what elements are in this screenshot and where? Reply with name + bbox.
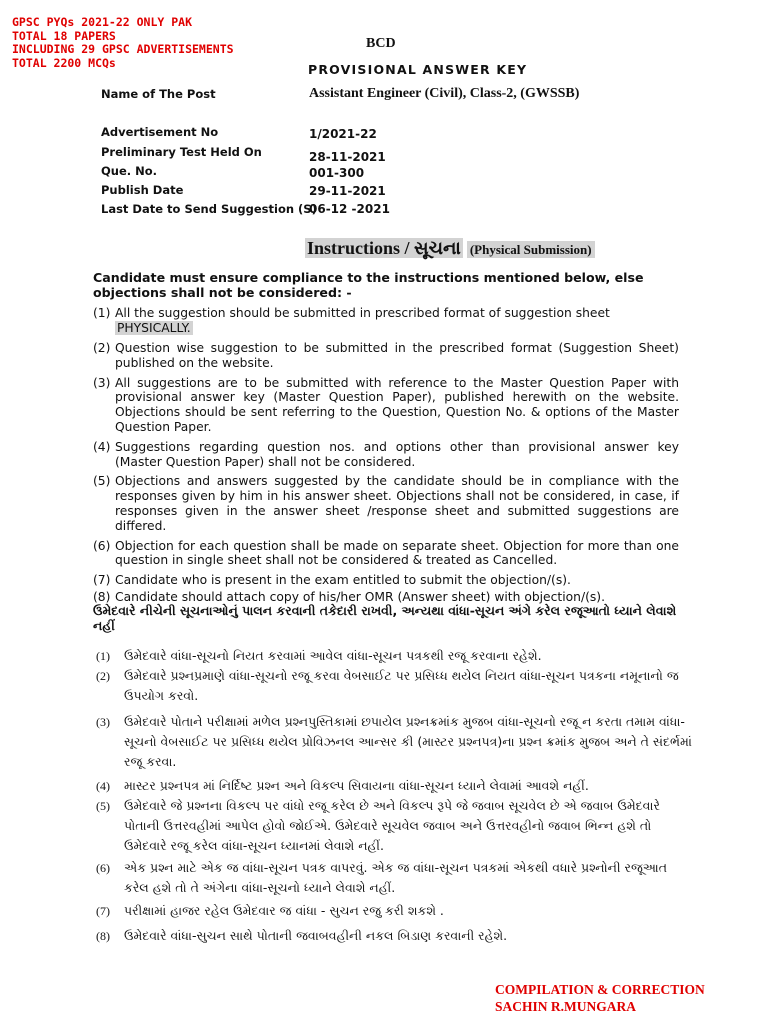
compilation-credit: [495, 981, 705, 1015]
instruction-item: [93, 573, 679, 588]
promo-line: TOTAL 2200 MCQs: [12, 55, 116, 70]
instruction-text: Objections and answers suggested by the candidate should be in compliance with the responses given by him in his answer sheet. Objections shall not be considered, in case, if responses given in the answer sheet /response sheet and submitted suggestions are differed.: [115, 474, 679, 533]
credit-line: SACHIN R.MUNGARA: [495, 999, 636, 1014]
physically-highlight: PHYSICALLY.: [117, 320, 191, 335]
post-label: Name of The Post: [101, 87, 216, 101]
instruction-text: All suggestions are to be submitted with reference to the Master Question Paper with provisional answer key (Master Question Paper), published herewith on the website. Objections should be sent referring to the Question, Question No. & options of the Master Question Paper.: [115, 375, 679, 434]
gujarati-item-number: (5): [96, 799, 110, 813]
promo-overlay: [12, 16, 234, 70]
instruction-item: [93, 474, 679, 533]
instruction-number: (5): [93, 474, 111, 489]
last-date-label: Last Date to Send Suggestion (S): [101, 202, 317, 216]
publish-date-label: Publish Date: [101, 183, 184, 197]
instructions-heading: [305, 238, 595, 259]
instruction-item: [93, 341, 679, 371]
instructions-lead: Candidate must ensure compliance to the instructions mentioned below, else objections shall not be considered: -: [93, 270, 644, 300]
gujarati-item-number: (1): [96, 649, 110, 663]
gujarati-item-text: ઉમેદવારે પોતાને પરીક્ષામાં મળેલ પ્રશ્નપુસ્તિકામાં છપાયેલ પ્રશ્નક્રમાંક મુજબ વાંધા-સૂચનો રજૂ ન કરતા તમામ વાંધા-સૂચનો વેબસાઈટ પર પ્રસિધ્ધ થયેલ પ્રોવિઝનલ આન્સર કી (માસ્ટર પ્રશ્નપત્ર)ના પ્રશ્ન ક્રમાંક મુજબ અને તે સંદર્ભમાં રજૂ કરવા.: [124, 714, 692, 769]
gujarati-item: [96, 666, 692, 706]
advertisement-no-value: 1/2021-22: [309, 127, 377, 141]
post-value: Assistant Engineer (Civil), Class-2, (GWSSB): [309, 86, 580, 101]
gujarati-item-text: પરીક્ષામાં હાજર રહેલ ઉમેદવાર જ વાંધા - સુચન રજુ કરી શકશે .: [124, 903, 444, 918]
gujarati-item-text: ઉમેદવારે જે પ્રશ્નના વિકલ્પ પર વાંધો રજૂ કરેલ છે અને વિકલ્પ રૂપે જે જવાબ સૂચવેલ છે એ જવાબ ઉમેદવારે પોતાની ઉત્તરવહીમાં આપેલ હોવો જોઈએ. ઉમેદવારે સૂચવેલ જવાબ અને ઉત્તરવહીનો જવાબ ભિન્ન હશે તો ઉમેદવારે રજૂ કરેલ વાંધા-સૂચન ધ્યાનમાં લેવાશે નહીં.: [124, 798, 660, 853]
instruction-text: Candidate should attach copy of his/her OMR (Answer sheet) with objection/(s).: [115, 589, 605, 604]
instruction-item: [93, 539, 679, 569]
instruction-number: (6): [93, 538, 111, 553]
instruction-text-main: All the suggestion should be submitted in prescribed format of suggestion sheet: [115, 306, 610, 320]
gujarati-item: [96, 712, 692, 772]
instruction-text: Candidate who is present in the exam entitled to submit the objection/(s).: [115, 573, 571, 588]
gujarati-item-number: (3): [96, 715, 110, 729]
instruction-number: (4): [93, 439, 111, 454]
question-no-value: 001-300: [309, 166, 365, 180]
page-title: PROVISIONAL ANSWER KEY: [308, 62, 528, 77]
instructions-subtitle: (Physical Submission): [467, 241, 595, 258]
instruction-number: (1): [93, 306, 111, 320]
gujarati-item: [96, 646, 692, 666]
instructions-title: Instructions / સૂચના: [307, 238, 461, 258]
instruction-number: (7): [93, 573, 111, 588]
instruction-item: [93, 440, 679, 470]
instruction-item: [93, 306, 679, 336]
english-instructions-rest: [93, 341, 679, 605]
publish-date-value: 29-11-2021: [309, 184, 386, 198]
promo-line: TOTAL 18 PAPERS: [12, 28, 116, 43]
gujarati-item-number: (7): [96, 904, 110, 918]
test-date-value: 28-11-2021: [309, 150, 386, 164]
gujarati-item-text: એક પ્રશ્ન માટે એક જ વાંધા-સૂચન પત્રક વાપરવું. એક જ વાંધા-સૂચન પત્રકમાં એકથી વધારે પ્રશ્નોની રજૂઆત કરેલ હશે તો તે અંગેના વાંધા-સૂચનો ધ્યાને લેવાશે નહીં.: [124, 860, 667, 895]
gujarati-item-number: (2): [96, 669, 110, 683]
english-instructions: [93, 306, 679, 336]
credit-line: COMPILATION & CORRECTION: [495, 982, 705, 997]
gujarati-item-number: (8): [96, 929, 110, 943]
gujarati-item-number: (4): [96, 779, 110, 793]
instruction-text: Question wise suggestion to be submitted in the prescribed format (Suggestion Sheet) published on the website.: [115, 341, 679, 370]
gujarati-item: [96, 776, 692, 796]
gujarati-item: [96, 796, 692, 856]
gujarati-lead: ઉમેદવારે નીચેની સૂચનાઓનું પાલન કરવાની તકેદારી રાખવી, અન્યથા વાંધા-સૂચન અંગે કરેલ રજૂઆતો ધ્યાને લેવાશે નહીં: [93, 603, 677, 633]
instruction-number: (8): [93, 589, 111, 604]
advertisement-no-label: Advertisement No: [101, 125, 219, 139]
gujarati-item-text: ઉમેદવારે વાંધા-સુચન સાથે પોતાની જવાબવહીની નકલ બિડાણ કરવાની રહેશે.: [124, 928, 508, 943]
gujarati-item: [96, 858, 692, 898]
gujarati-item-text: ઉમેદવારે પ્રશ્નપ્રમાણે વાંધા-સૂચનો રજૂ કરવા વેબસાઈટ પર પ્રસિધ્ધ થયેલ નિયત વાંધા-સૂચન પત્રકના નમૂનાનો જ ઉપયોગ કરવો.: [124, 668, 679, 703]
promo-line: INCLUDING 29 GPSC ADVERTISEMENTS: [12, 42, 234, 56]
instruction-text: [115, 306, 679, 336]
question-no-label: Que. No.: [101, 164, 158, 178]
promo-line: GPSC PYQs 2021-22 ONLY PAK: [12, 15, 193, 29]
instruction-number: (2): [93, 341, 111, 355]
last-date-value: 06-12 -2021: [309, 202, 390, 216]
instruction-text: Suggestions regarding question nos. and options other than provisional answer key (Master Question Paper) shall not be considered.: [115, 439, 679, 469]
series-code: BCD: [366, 36, 396, 51]
gujarati-item-text: માસ્ટર પ્રશ્નપત્ર માં નિર્દિષ્ટ પ્રશ્ન અને વિકલ્પ સિવાયના વાંધા-સૂચન ધ્યાને લેવામાં આવશે નહીં.: [124, 778, 589, 793]
gujarati-item: [96, 901, 692, 921]
gujarati-item-text: ઉમેદવારે વાંધા-સૂચનો નિયત કરવામાં આવેલ વાંધા-સૂચન પત્રકથી રજૂ કરવાના રહેશે.: [124, 648, 542, 663]
instruction-item: [93, 376, 679, 435]
instruction-text: Objection for each question shall be made on separate sheet. Objection for more than one question in single sheet shall not be considered & treated as Cancelled.: [115, 538, 679, 568]
gujarati-item-number: (6): [96, 861, 110, 875]
test-date-label: Preliminary Test Held On: [101, 145, 262, 159]
instruction-number: (3): [93, 375, 111, 390]
gujarati-item: [96, 926, 692, 946]
